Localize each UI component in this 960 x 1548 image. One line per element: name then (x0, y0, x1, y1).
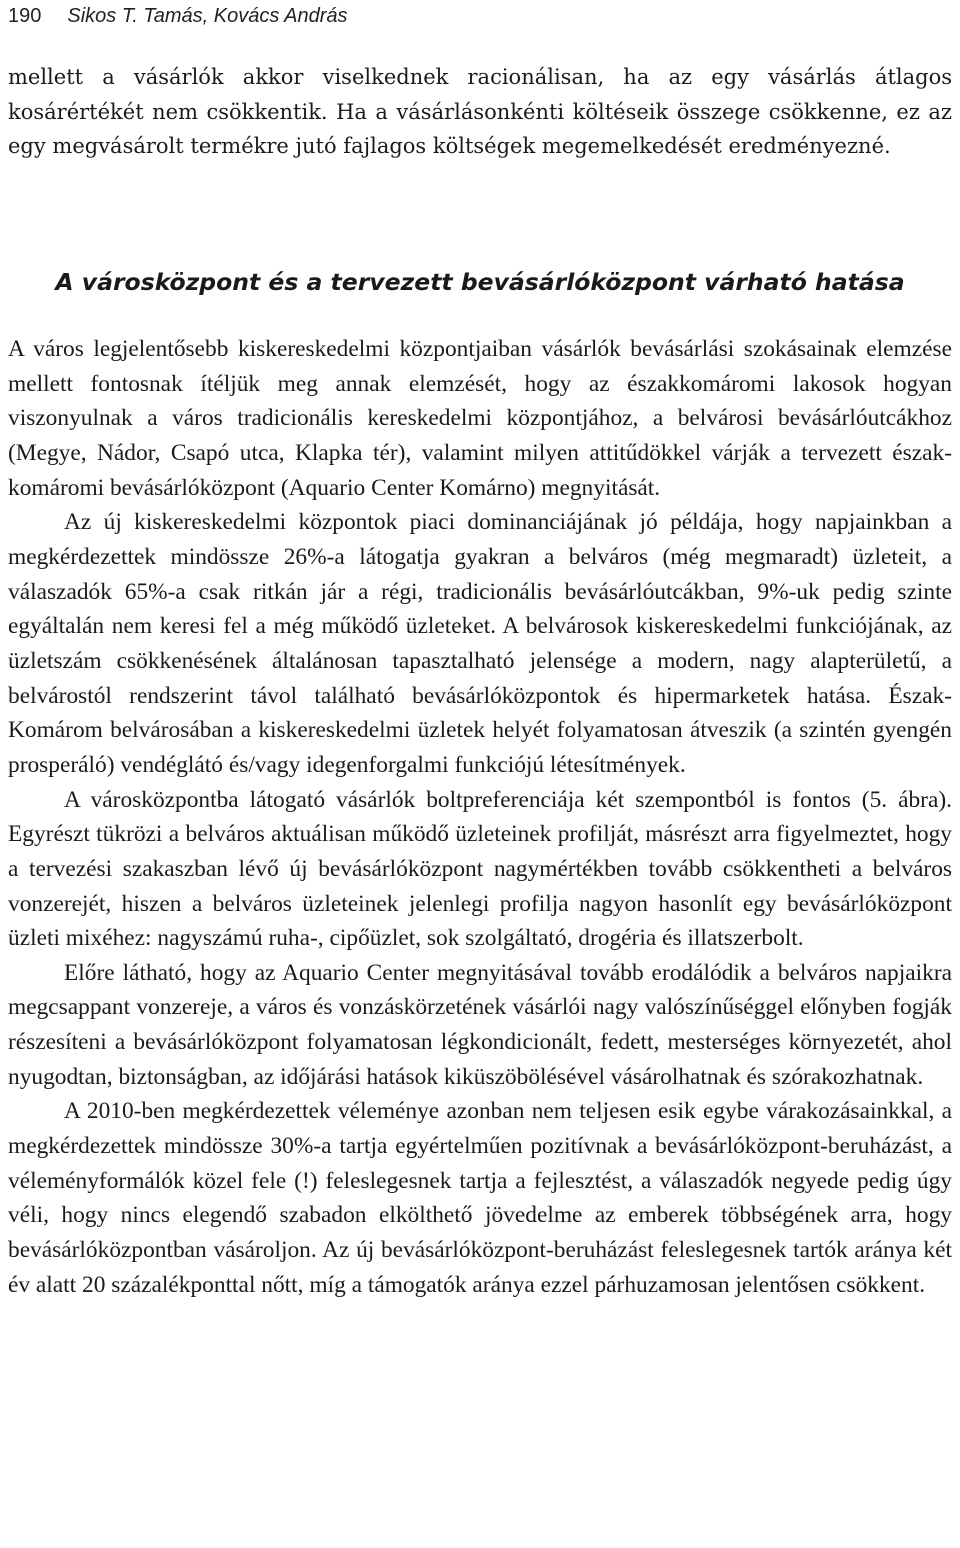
body-paragraph: Előre látható, hogy az Aquario Center megnyitásával tovább erodálódik a belváros napjaikra megcsappant vonzereje, a város és vonzáskörzetének vásárlói nagy valószínűséggel előnyben fogják részesíteni a bevásárlóközpont folyamatosan légkondicionált, fedett, mesterséges környezetét, ahol nyugodtan, biztonságban, az időjárási hatások kiküszöbölésével vásárolhatnak és szórakozhatnak. (8, 959, 952, 1090)
section-body (8, 332, 952, 1302)
running-header (8, 4, 348, 28)
body-paragraph: Az új kiskereskedelmi központok piaci dominanciájának jó példája, hogy napjainkban a megkérdezettek mindössze 26%-a látogatja gyakran a belváros (még megmaradt) üzleteit, a válaszadók 65%-a csak ritkán jár a régi, tradicionális bevásárlóutcákban, 9%-uk pedig szinte egyáltalán nem keresi fel a még működő üzleteket. A belvárosok kiskereskedelmi funkciójának, az üzletszám csökkenésének általánosan tapasztalható jelensége a modern, nagy alapterületű, a belvárostól rendszerint távol található bevásárlóközpontok és hipermarketek hatása. Észak-Komárom belvárosában a kiskereskedelmi üzletek helyét folyamatosan átveszik (a szintén gyengén prosperáló) vendéglátó és/vagy idegenforgalmi funkciójú létesítmények. (8, 509, 952, 778)
body-paragraph: A város legjelentősebb kiskereskedelmi központjaiban vásárlók bevásárlási szokásainak elemzése mellett fontosnak ítéljük meg annak elemzését, hogy az északkomáromi lakosok hogyan viszonyulnak a város tradicionális kereskedelmi központjához, a belvárosi bevásárlóutcákhoz (Megye, Nádor, Csapó utca, Klapka tér), valamint milyen attitűdökkel várják a tervezett észak-komáromi bevásárlóközpont (Aquario Center Komárno) megnyitását. (8, 336, 952, 501)
intro-paragraph: mellett a vásárlók akkor viselkednek racionálisan, ha az egy vásárlás átlagos kosárértékét nem csökkentik. Ha a vásárlásonkénti költéseik összege csökkenne, ez az egy megvásárolt termékre jutó fajlagos költségek megemelkedését eredményezné. (8, 65, 952, 158)
page-number: 190 (8, 5, 42, 27)
running-header-authors: Sikos T. Tamás, Kovács András (67, 5, 348, 27)
body-paragraph: A 2010-ben megkérdezettek véleménye azonban nem teljesen esik egybe várakozásainkkal, a megkérdezettek mindössze 30%-a tartja egyértelműen pozitívnak a bevásárlóközpont-beruházást, a véleményformálók közel fele (!) feleslegesnek tartja a fejlesztést, a válaszadók negyede pedig úgy véli, hogy nincs elegendő szabadon elkölthető jövedelme az emberek többségének arra, hogy bevásárlóközpontban vásároljon. Az új bevásárlóközpont-beruházást feleslegesnek tartók aránya két év alatt 20 százalékponttal nőtt, míg a támogatók aránya ezzel párhuzamosan jelentősen csökkent. (8, 1098, 952, 1298)
section-heading: A városközpont és a tervezett bevásárlóközpont várható hatása (55, 268, 905, 296)
body-paragraph: A városközpontba látogató vásárlók boltpreferenciája két szempontból is fontos (5. ábra). Egyrészt tükrözi a belváros aktuálisan működő üzleteinek profilját, másrészt arra figyelmeztet, hogy a tervezési szakaszban lévő új bevásárlóközpont nagymértékben tovább csökkentheti a belváros vonzerejét, hiszen a belváros üzleteinek jelenlegi profilja nagyon hasonlít egy bevásárlóközpont üzleti mixéhez: nagyszámú ruha-, cipőüzlet, sok szolgáltató, drogéria és illatszerbolt. (8, 786, 952, 952)
